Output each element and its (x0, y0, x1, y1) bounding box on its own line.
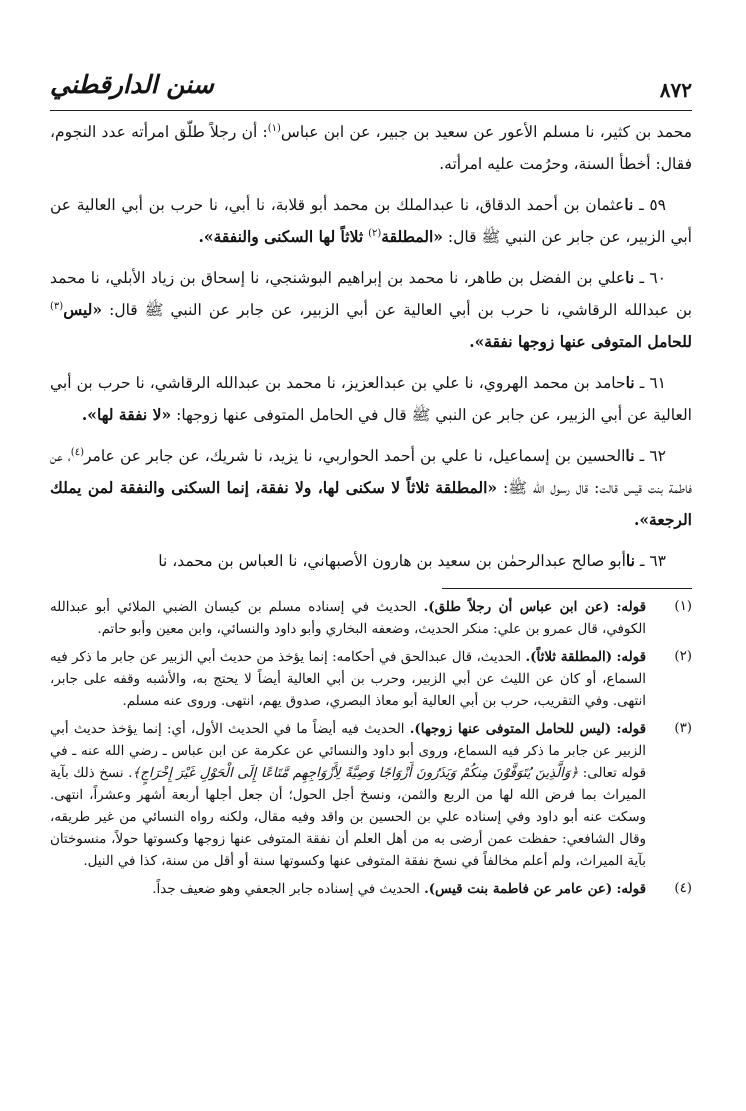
narration-marker: نا (625, 551, 635, 570)
hadith-63 (50, 545, 692, 577)
hadith-number: ٦١ ـ (639, 374, 666, 392)
running-title: سنن الدارقطني (50, 70, 214, 99)
narration-marker: نا (625, 446, 635, 465)
paragraph-continuation (50, 116, 692, 180)
footnote-label: قوله: (616, 599, 647, 615)
matn-text: «ليس (63, 300, 103, 319)
footnote-body (50, 718, 646, 873)
matn-text: للحامل المتوفى عنها زوجها نفقة». (469, 332, 692, 351)
footnote-2 (50, 646, 692, 713)
isnad-text: أبو صالح عبدالرحمٰن بن سعيد بن هارون الأصبهاني، نا العباس بن محمد، نا (158, 552, 626, 570)
footnote-4 (50, 878, 692, 901)
footnote-3 (50, 718, 692, 873)
footnote-quote: (ليس للحامل المتوفى عنها زوجها). (409, 721, 612, 737)
footnote-ref-3[interactable]: (٣) (50, 300, 64, 312)
footnote-number: (١) (674, 599, 692, 614)
footnotes-section (50, 596, 692, 906)
header-rule (50, 110, 692, 111)
footnote-ref-2[interactable]: (٢) (368, 227, 382, 239)
isnad-text: حامد بن محمد الهروي، نا علي بن عبدالعزيز، نا محمد بن عبدالله الرقاشي، نا حرب بن أبي العالية عن أبي الزبير، عن جابر عن النبي ﷺ قال في الحامل المتوفى عنها زوجها: (50, 374, 692, 424)
hadith-number: ٦٠ ـ (639, 269, 666, 287)
footnote-body (50, 596, 646, 641)
footnote-body (50, 878, 646, 901)
page-header (50, 64, 692, 104)
footnote-separator (442, 588, 692, 589)
matn-text: «المطلقة (381, 227, 443, 246)
hadith-60 (50, 262, 692, 358)
hadith-number: ٦٢ ـ (639, 447, 667, 465)
narration-marker: نا (625, 373, 635, 392)
footnote-ref-1[interactable]: (١) (267, 122, 281, 134)
matn-text: «لا نفقة لها». (81, 405, 172, 424)
hadith-61 (50, 367, 692, 431)
footnote-text: . نسخ ذلك بآية الميراث بما فرض الله لها من الربع والثمن، ونسخ أجل الحول؛ أن جعل أجلها أربعة أشهر وعشراً، انتهى. وسكت عنه أبو داود وفي إسناده علي بن الحسين بن واقد وفيه مقال، ولكنه رواه النسائي من غير طريقه، وقال الشافعي: حفظت عمن أرضى به من أهل العلم أن نفقة المتوفى عنها زوجها وكسوتها حولاً، منسوختان بآية الميراث، ولم أعلم مخالفاً في نسخ نفقة المتوفى عنها وكسوتها سنة أو أقل من سنة، كذا في النيل. (50, 766, 646, 869)
narration-marker: نا (624, 195, 634, 214)
footnote-ref-4[interactable]: (٤) (70, 446, 84, 458)
main-text (50, 116, 692, 586)
isnad-text: الحسين بن إسماعيل، نا علي بن أحمد الحواربي، نا يزيد، نا شريك، عن جابر عن عامر (83, 447, 626, 465)
text-run: محمد بن كثير، نا مسلم الأعور عن سعيد بن جبير، عن ابن عباس (280, 123, 692, 141)
footnote-label: قوله: (616, 721, 646, 737)
footnote-quote: (المطلقة ثلاثاً). (525, 649, 613, 665)
footnote-label: قوله: (616, 649, 646, 665)
footnote-quote: (عن عامر عن فاطمة بنت قيس). (424, 881, 613, 897)
footnote-text: الحديث فيه أيضاً ما في الحديث الأول، أي: إنما يؤخذ حديث أبي الزبير عن جابر ما ذكر فيه السماع، وروى أبو داود والنسائي عن عكرمة عن ابن عباس ـ رضي الله عنه ـ في قوله تعالى: (50, 722, 646, 781)
footnote-1 (50, 596, 692, 641)
footnote-label: قوله: (616, 881, 646, 897)
quran-verse: ﴿وَالَّذِينَ يُتَوَفَّوْنَ مِنكُمْ وَيَذَرُونَ أَزْوَاجًا وَصِيَّةً لِأَزْوَاجِهِم مَّتَاعًا إِلَى الْحَوْلِ غَيْرَ إِخْرَاجٍ﴾ (132, 766, 579, 781)
isnad-text: عثمان بن أحمد الدقاق، نا عبدالملك بن محمد أبو قلابة، نا أبي، نا حرب بن أبي العالية عن أبي الزبير، عن جابر عن النبي ﷺ قال: (50, 196, 692, 246)
footnote-text: الحديث في إسناده مسلم بن كيسان الضبي الملائي أبو عبدالله الكوفي، قال عمرو بن علي: منكر الحديث، وضعفه البخاري وأبو داود والنسائي، وابن معين وأبو حاتم. (50, 600, 646, 637)
footnote-quote: (عن ابن عباس أن رجلاً طلق). (423, 599, 610, 615)
isnad-text: ، عن فاطمة بنت قيس قالت: قال رسول الله ﷺ: (50, 447, 693, 497)
hadith-number: ٦٣ ـ (639, 552, 666, 570)
narration-marker: نا (625, 268, 635, 287)
footnote-text: الحديث في إسناده جابر الجعفي وهو ضعيف جداً. (152, 882, 420, 897)
text-run: : أن رجلاً طلّق امرأته عدد النجوم، فقال: أخطأ السنة، وحرُمت عليه امرأته. (50, 123, 692, 173)
footnote-body (50, 646, 646, 713)
isnad-text: علي بن الفضل بن طاهر، نا محمد بن إبراهيم البوشنجي، نا إسحاق بن زياد الأبلي، نا محمد بن عبدالله الرقاشي، نا حرب بن أبي العالية عن أبي الزبير، عن جابر عن النبي ﷺ قال: (50, 269, 692, 319)
footnote-text: الحديث، قال عبدالحق في أحكامه: إنما يؤخذ من حديث أبي الزبير عن جابر ما ذكر فيه السماع، أو كان عن الليث عن أبي الزبير، وحرب بن أبي العالية أيضاً لا يحتج به، والأشبه وقفه على جابر، انتهى. وفي التقريب، حرب بن أبي العالية أبو معاذ البصري، صدوق يهم، انتهى. وروى عنه مسلم. (50, 650, 646, 709)
hadith-number: ٥٩ ـ (639, 196, 666, 214)
matn-text: «المطلقة ثلاثاً لا سكنى لها، ولا نفقة، إنما السكنى والنفقة لمن يملك الرجعة». (50, 478, 692, 529)
footnote-number: (٢) (674, 649, 692, 664)
page-number: ٨٧٢ (659, 78, 692, 102)
matn-text: ثلاثاً لها السكنى والنفقة». (198, 227, 364, 246)
hadith-62 (50, 440, 692, 536)
hadith-59 (50, 189, 692, 253)
footnote-number: (٣) (674, 721, 692, 736)
footnote-number: (٤) (674, 881, 692, 896)
